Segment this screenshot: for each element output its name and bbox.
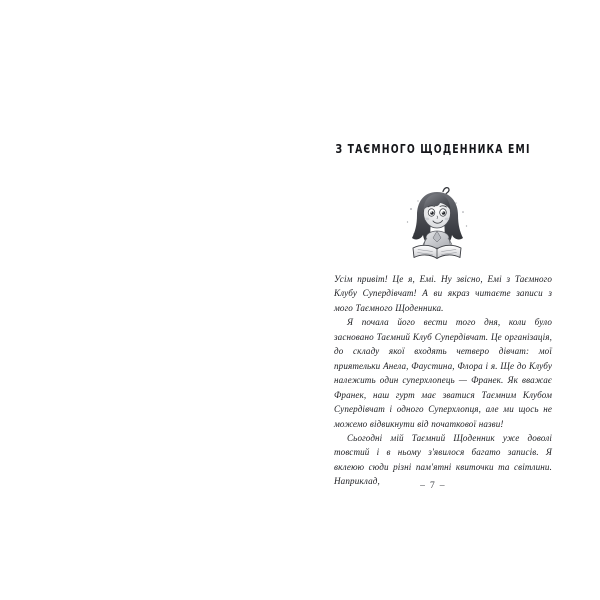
paragraph: Я почала його вести того дня, коли було засновано Таємний Клуб Супердівчат. Це організація, до складу якої входять четверо дівчат: мої приятельки Анела, Фаустина, Флора і я. Ще до Клубу належить один суперхлопець — Франек. Як вважає Франек, наш гурт має зватися Таємним Клубом Супердівчат і одного Суперхлопця, але ми щось не можемо відвикнути від початкової назви!: [334, 317, 552, 429]
paragraph: Сьогодні мій Таємний Щоденник уже доволі товстий і в ньому з'явилося багато записів. Я вклеюю сюди різні пам'ятні квиточки та світлини. Наприклад,: [334, 432, 552, 487]
page-number: – 7 –: [420, 480, 446, 491]
chapter-body-text: [334, 272, 552, 489]
book-page-sheet: [300, 0, 600, 600]
paragraph: Усім привіт! Це я, Емі. Ну звісно, Емі з Таємного Клубу Супердівчат! А ви якраз читаєте записи з мого Таємного Щоденника.: [334, 274, 552, 313]
girl-writing-in-diary-illustration: [401, 186, 473, 260]
chapter-title: З ТАЄМНОГО ЩОДЕННИКА ЕМІ: [335, 142, 531, 158]
